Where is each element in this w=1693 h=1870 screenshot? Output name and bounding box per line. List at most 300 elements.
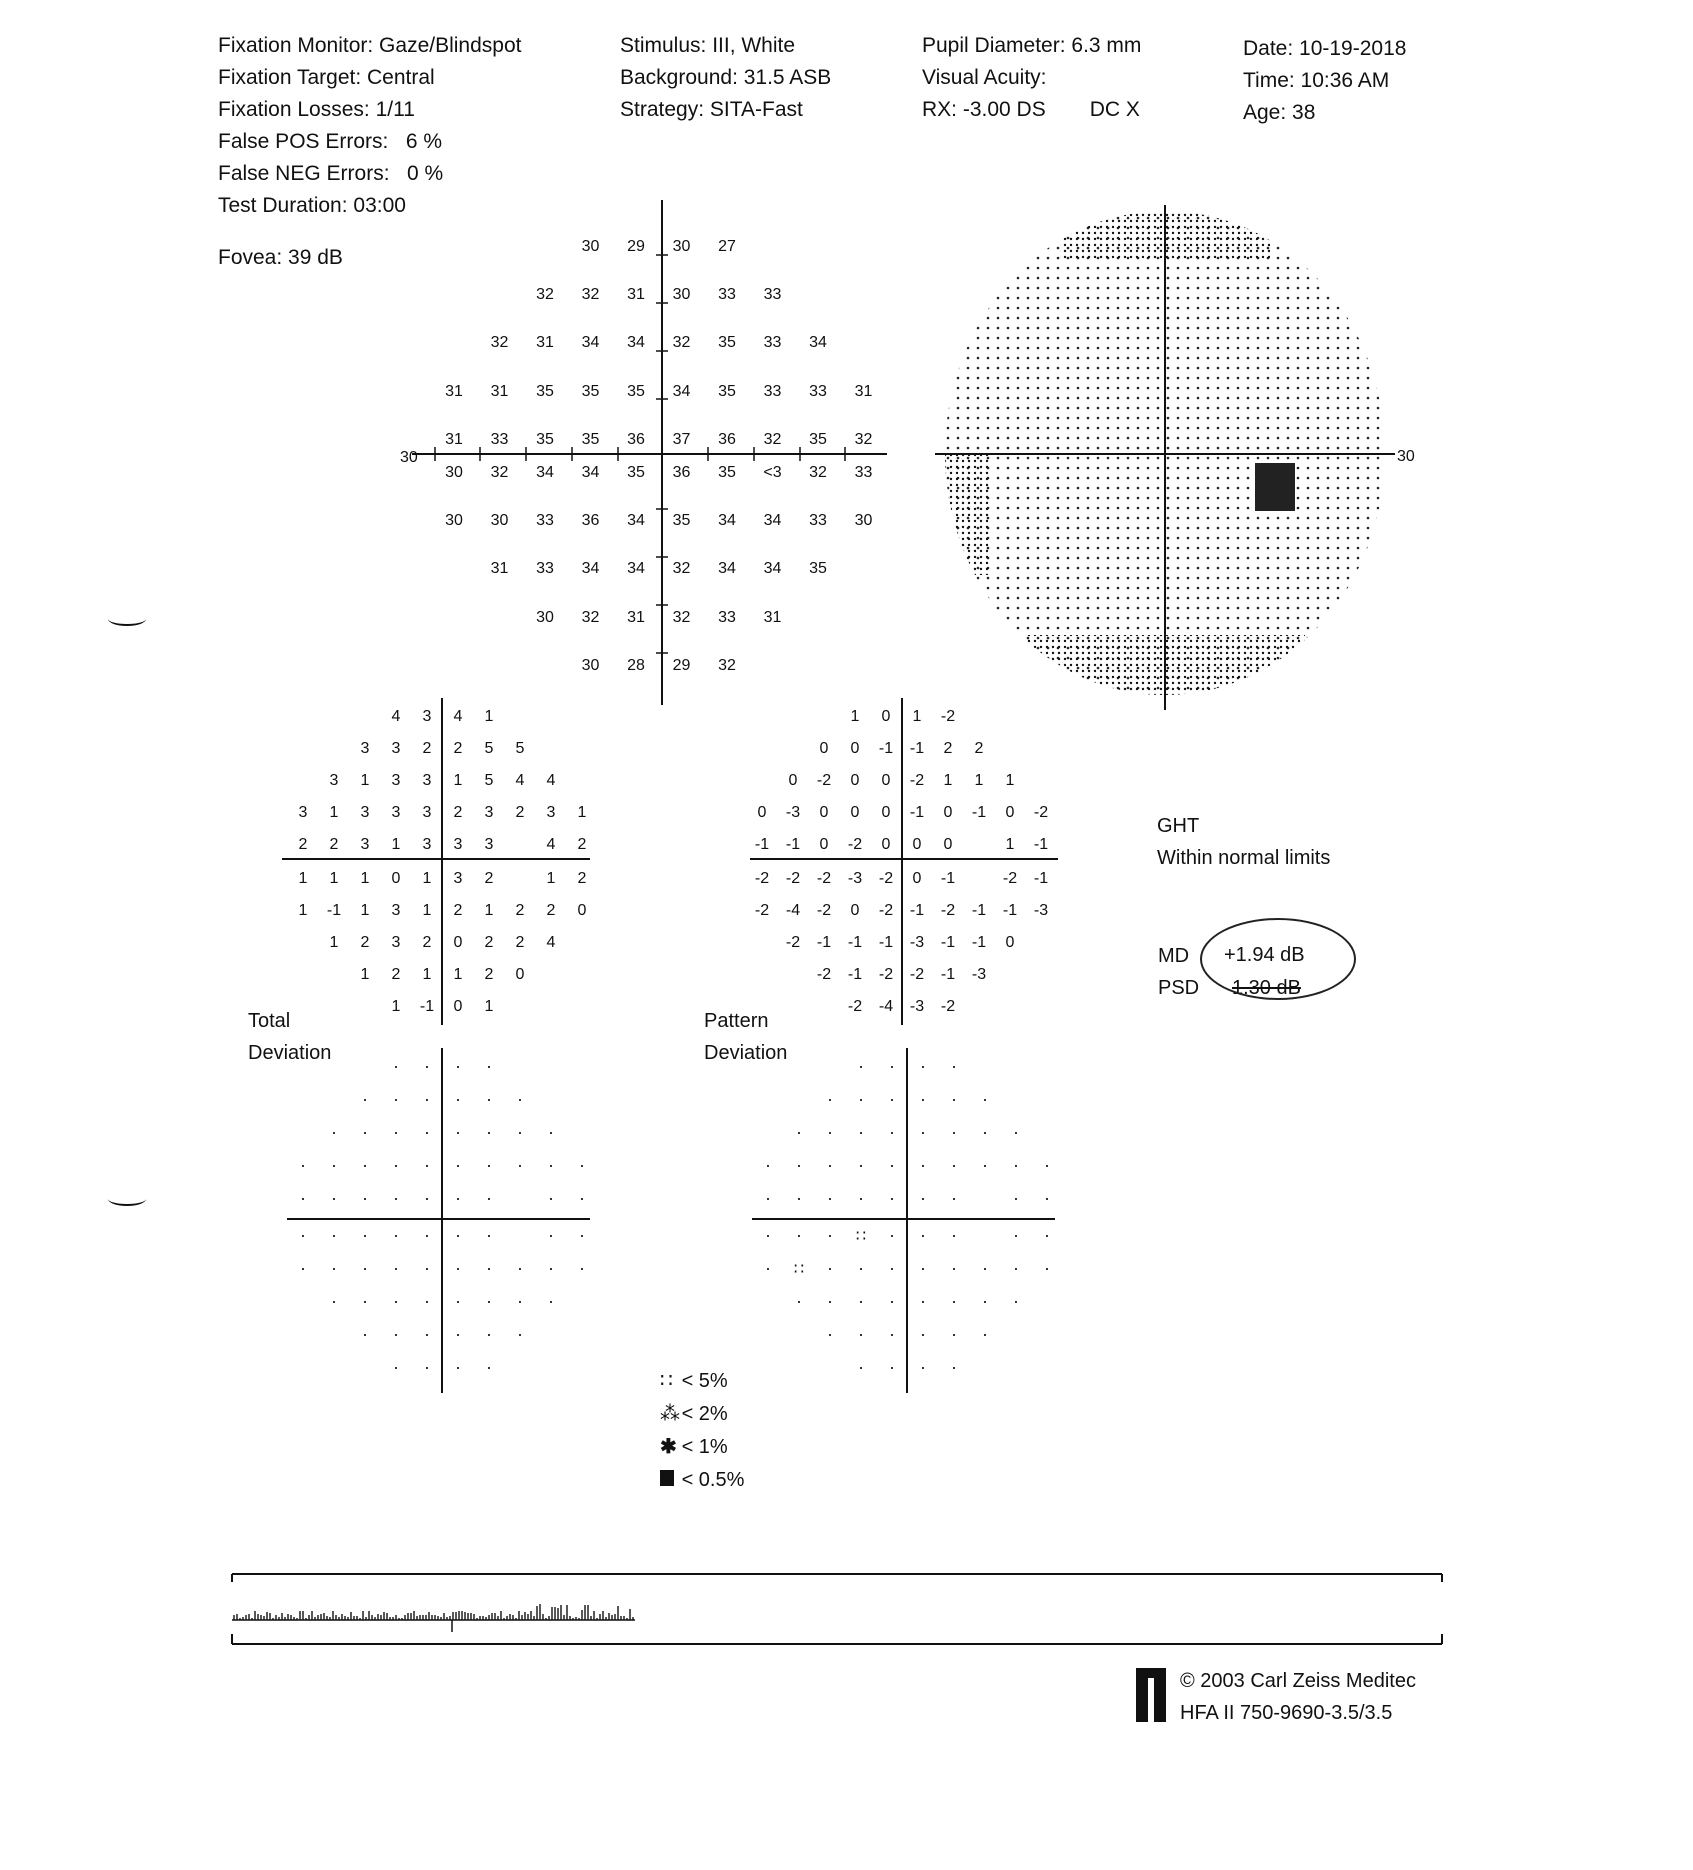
total-deviation-value: 1 [391,836,401,853]
sensitivity-value: 32 [809,464,827,481]
total-deviation-probability-symbol: · [455,1089,461,1109]
pattern-deviation-probability-symbol: · [1013,1122,1019,1142]
pattern-deviation-value: -1 [785,836,801,853]
pattern-deviation-value: -1 [940,934,956,951]
sensitivity-value: 34 [627,512,645,529]
sensitivity-value: 29 [672,657,691,674]
pattern-deviation-probability-symbol: · [858,1258,864,1278]
pattern-deviation-value: -1 [878,934,894,951]
pattern-deviation-value: 0 [943,804,953,821]
pattern-deviation-probability-symbol: · [796,1155,802,1175]
sensitivity-value: 34 [672,383,691,400]
total-deviation-probability-symbol: · [486,1056,492,1076]
rx-sphere: RX: -3.00 DS [922,98,1046,121]
total-deviation-probability-symbol: · [393,1258,399,1278]
total-deviation-probability-plot [285,1045,605,1395]
sensitivity-value: 32 [854,431,873,448]
pattern-deviation-probability-symbol: · [920,1089,926,1109]
sensitivity-value: 34 [809,334,827,351]
ght-result: Within normal limits [1157,847,1331,869]
pattern-deviation-probability-symbol: · [796,1225,802,1245]
pattern-deviation-probability-symbol: · [889,1357,895,1377]
pattern-deviation-probability-symbol: · [982,1155,988,1175]
pattern-deviation-probability-symbol: · [1013,1258,1019,1278]
total-deviation-value: 2 [298,836,308,853]
total-deviation-probability-symbol: · [517,1089,523,1109]
sensitivity-value: 32 [718,657,736,674]
pattern-deviation-value: -3 [909,998,925,1015]
total-deviation-value: 2 [515,902,525,919]
pattern-deviation-value: 0 [881,708,891,725]
pattern-deviation-value: -2 [816,966,832,983]
pattern-deviation-probability-symbol: · [951,1155,957,1175]
total-deviation-probability-symbol: · [424,1122,430,1142]
pattern-deviation-probability-symbol: · [951,1188,957,1208]
total-deviation-value: 2 [515,934,525,951]
sensitivity-value: 34 [581,560,600,577]
pattern-deviation-probability-symbol: · [827,1225,833,1245]
total-deviation-probability-symbol: · [486,1155,492,1175]
total-deviation-probability-symbol: · [579,1258,585,1278]
total-deviation-probability-symbol: · [424,1324,430,1344]
total-deviation-probability-symbol: · [362,1155,368,1175]
total-deviation-probability-symbol: · [455,1225,461,1245]
sensitivity-value: 31 [490,560,509,577]
sensitivity-value: 30 [672,286,691,303]
total-deviation-value: 2 [484,966,494,983]
pattern-deviation-value: -1 [909,740,925,757]
pattern-deviation-probability-symbol: · [889,1324,895,1344]
pattern-deviation-label-2: Deviation [704,1042,788,1064]
scan-mark-1 [108,612,146,626]
total-deviation-value: 1 [391,998,401,1015]
sensitivity-value: 34 [627,334,645,351]
sensitivity-value: 28 [627,657,645,674]
pattern-deviation-value: 0 [912,870,922,887]
dense-icon: ✱ [660,1436,677,1458]
pattern-deviation-value: 2 [943,740,953,757]
pattern-deviation-probability-symbol: · [889,1089,895,1109]
pattern-deviation-value: -2 [847,836,863,853]
total-deviation-value: 0 [391,870,401,887]
total-deviation-probability-symbol: · [362,1225,368,1245]
sensitivity-value: 31 [445,431,463,448]
square-icon [660,1470,674,1486]
pattern-deviation-value: -2 [785,870,801,887]
pattern-deviation-value: -2 [754,902,770,919]
pattern-deviation-value: -1 [1033,870,1049,887]
fovea: Fovea: 39 dB [218,246,343,269]
pattern-deviation-probability-symbol: · [1013,1225,1019,1245]
greyscale-plot [925,195,1415,715]
total-deviation-probability-symbol: · [300,1155,306,1175]
sensitivity-value: 35 [718,464,736,481]
sensitivity-value: 35 [536,431,554,448]
pattern-deviation-value: -2 [847,998,863,1015]
total-deviation-value: 1 [484,708,494,725]
sensitivity-value: 35 [627,464,645,481]
total-deviation-value: 0 [577,902,587,919]
pattern-deviation-probability-symbol: · [889,1056,895,1076]
footer-model: HFA II 750-9690-3.5/3.5 [1180,1702,1393,1724]
total-deviation-probability-symbol: · [517,1155,523,1175]
total-deviation-value: 1 [422,966,432,983]
total-deviation-probability-symbol: · [486,1225,492,1245]
pupil-block [922,30,1141,126]
pattern-deviation-probability-symbol: · [982,1324,988,1344]
total-deviation-value: 4 [515,772,525,789]
total-deviation-value: 2 [422,934,432,951]
sensitivity-value: 30 [581,657,600,674]
pattern-deviation-value: 0 [757,804,767,821]
pupil-diameter: Pupil Diameter: 6.3 mm [922,34,1142,57]
total-deviation-value: 3 [329,772,339,789]
sensitivity-value: 34 [763,512,782,529]
sensitivity-value: 35 [718,383,736,400]
total-deviation-probability-symbol: · [362,1188,368,1208]
sensitivity-value: 30 [445,464,463,481]
pattern-deviation-value: 0 [788,772,798,789]
pattern-deviation-label-1: Pattern [704,1010,769,1032]
sensitivity-value: 35 [718,334,736,351]
pattern-deviation-probability-symbol: · [858,1357,864,1377]
sensitivity-value: 32 [536,286,554,303]
total-deviation-probability-symbol: · [424,1225,430,1245]
pattern-deviation-probability-symbol: · [1013,1188,1019,1208]
total-deviation-value: 4 [546,772,556,789]
total-deviation-probability-symbol: · [579,1225,585,1245]
total-deviation-value: 3 [391,934,401,951]
total-deviation-value: 2 [453,902,463,919]
total-deviation-value: 1 [298,902,308,919]
pattern-deviation-value: -1 [940,870,956,887]
sensitivity-value: 32 [490,464,509,481]
total-deviation-value: 3 [360,740,370,757]
pattern-deviation-probability-symbol: · [951,1291,957,1311]
sensitivity-value: 31 [445,383,463,400]
sensitivity-value: 34 [627,560,645,577]
blind-spot [1255,463,1295,511]
total-deviation-value: 3 [298,804,308,821]
pattern-deviation-value: -3 [785,804,801,821]
total-deviation-value: 1 [453,966,463,983]
total-deviation-value: 4 [391,708,401,725]
sensitivity-value: 33 [763,383,782,400]
pattern-deviation-probability-symbol: · [951,1357,957,1377]
total-deviation-value: 3 [453,836,463,853]
pattern-deviation-value: 0 [819,740,829,757]
pattern-deviation-value: -2 [816,902,832,919]
pattern-deviation-probability-symbol: · [920,1357,926,1377]
total-deviation-value: 1 [577,804,587,821]
pattern-deviation-value: -3 [847,870,863,887]
total-deviation-probability-symbol: · [548,1188,554,1208]
pattern-deviation-value: -2 [940,708,956,725]
sensitivity-value: 33 [763,286,782,303]
pattern-deviation-value: -2 [909,966,925,983]
pattern-deviation-value: -1 [940,966,956,983]
sensitivity-value: 29 [627,238,645,255]
gaze-tracking-strip [230,1570,1450,1650]
total-deviation-probability-symbol: · [486,1188,492,1208]
pattern-deviation-probability-symbol: · [858,1188,864,1208]
total-deviation-value: 1 [329,804,339,821]
total-deviation-value: 2 [484,934,494,951]
total-deviation-probability-symbol: · [486,1258,492,1278]
total-deviation-probability-symbol: · [331,1291,337,1311]
sensitivity-axis-label: 30 [400,449,418,466]
pattern-deviation-value: 0 [850,740,860,757]
total-deviation-value: 1 [422,902,432,919]
pattern-deviation-probability-symbol: · [858,1122,864,1142]
pattern-deviation-value: -3 [1033,902,1049,919]
pattern-deviation-probability-symbol: · [1013,1291,1019,1311]
psd-value: 1.30 dB [1232,977,1301,999]
pattern-deviation-probability-symbol: · [1013,1155,1019,1175]
sensitivity-value: 30 [445,512,463,529]
legend-p05: < 0.5% [660,1464,744,1497]
pattern-deviation-probability-symbol: · [920,1155,926,1175]
total-deviation-value: 3 [391,804,401,821]
sensitivity-value: 35 [809,560,827,577]
footer-copyright: © 2003 Carl Zeiss Meditec [1180,1670,1416,1692]
rx-dc: DC X [1089,98,1140,121]
pattern-deviation-probability-symbol: · [827,1291,833,1311]
total-deviation-value: -1 [326,902,342,919]
total-deviation-probability-symbol: · [548,1155,554,1175]
pattern-deviation-value: -1 [754,836,770,853]
pattern-deviation-value: 1 [1005,836,1015,853]
pattern-deviation-probability-symbol: · [951,1258,957,1278]
pattern-deviation-value: 1 [850,708,860,725]
legend-p5: ∷ < 5% [660,1365,744,1398]
sensitivity-value: 33 [490,431,509,448]
total-deviation-probability-symbol: · [548,1258,554,1278]
date-block [1243,33,1406,129]
pattern-deviation-value: -2 [816,772,832,789]
pattern-deviation-probability-symbol: · [858,1089,864,1109]
sensitivity-value: 32 [672,609,691,626]
total-deviation-value: 0 [453,934,463,951]
total-deviation-value: 4 [546,934,556,951]
sensitivity-value: 32 [672,334,691,351]
pattern-deviation-value: 0 [881,772,891,789]
sensitivity-value: 30 [672,238,691,255]
pattern-deviation-value: -1 [1002,902,1018,919]
pattern-deviation-probability-symbol: · [858,1291,864,1311]
total-deviation-probability-symbol: · [393,1155,399,1175]
pattern-deviation-probability-symbol: · [951,1225,957,1245]
pattern-deviation-value: -1 [1033,836,1049,853]
sensitivity-value: 30 [536,609,554,626]
pattern-deviation-value: -2 [785,934,801,951]
pattern-deviation-probability-symbol: · [827,1089,833,1109]
pattern-deviation-probability-symbol: · [765,1225,771,1245]
pattern-deviation-value: -1 [909,902,925,919]
pattern-deviation-probability-symbol: · [827,1324,833,1344]
total-deviation-probability-symbol: · [424,1258,430,1278]
sensitivity-value: 32 [672,560,691,577]
total-deviation-probability-symbol: · [548,1291,554,1311]
pattern-deviation-probability-symbol: · [796,1122,802,1142]
background: Background: 31.5 ASB [620,66,832,89]
total-deviation-probability-symbol: · [455,1357,461,1377]
pattern-deviation-probability-symbol: · [889,1188,895,1208]
total-deviation-value: 2 [391,966,401,983]
total-deviation-probability-symbol: · [455,1291,461,1311]
total-deviation-value: 1 [360,870,370,887]
sensitivity-value: 30 [490,512,509,529]
total-deviation-probability-symbol: · [331,1122,337,1142]
pattern-deviation-value: -2 [878,966,894,983]
total-deviation-probability-symbol: · [362,1258,368,1278]
age: Age: 38 [1243,101,1316,124]
pattern-deviation-value: -2 [940,902,956,919]
total-deviation-value: 2 [453,804,463,821]
pattern-deviation-probability-symbol: · [920,1122,926,1142]
stimulus: Stimulus: III, White [620,34,796,57]
total-deviation-value: 1 [422,870,432,887]
pattern-deviation-value: -1 [878,740,894,757]
stimulus-block [620,30,831,126]
total-deviation-value: 3 [422,708,432,725]
total-deviation-value: 2 [360,934,370,951]
total-deviation-probability-symbol: · [393,1291,399,1311]
pattern-deviation-probability-symbol: · [1044,1188,1050,1208]
md-value: +1.94 dB [1224,944,1305,966]
sensitivity-value: 34 [581,334,600,351]
sensitivity-value: 36 [672,464,691,481]
pattern-deviation-value: 0 [850,804,860,821]
pattern-deviation-probability-symbol: · [951,1089,957,1109]
total-deviation-probability-symbol: · [331,1225,337,1245]
pattern-deviation-probability-symbol: ∷ [793,1261,805,1278]
zeiss-logo [1136,1668,1166,1722]
sensitivity-value: 32 [490,334,509,351]
sensitivity-value: 36 [627,431,645,448]
total-deviation-probability-symbol: · [517,1122,523,1142]
pattern-deviation-probability-symbol: · [827,1188,833,1208]
total-deviation-value: 2 [577,836,587,853]
total-deviation-probability-symbol: · [300,1188,306,1208]
pattern-deviation-value: -2 [816,870,832,887]
pattern-deviation-probability-symbol: · [1044,1155,1050,1175]
pattern-deviation-value: 1 [912,708,922,725]
total-deviation-value: 1 [360,902,370,919]
pattern-deviation-probability-symbol: · [858,1324,864,1344]
total-deviation-value: 2 [515,804,525,821]
false-neg-errors: False NEG Errors: 0 % [218,162,444,185]
total-deviation-value: 2 [577,870,587,887]
total-deviation-probability-symbol: · [362,1291,368,1311]
pattern-deviation-probability-symbol: · [920,1324,926,1344]
total-deviation-label-2: Deviation [248,1042,332,1064]
total-deviation-probability-symbol: · [548,1122,554,1142]
total-deviation-probability-symbol: · [424,1056,430,1076]
sensitivity-value: 31 [854,383,873,400]
total-deviation-probability-symbol: · [424,1089,430,1109]
pattern-deviation-value: -3 [971,966,987,983]
fixation-monitor: Fixation Monitor: Gaze/Blindspot [218,34,522,57]
pattern-deviation-probability-symbol: · [1044,1225,1050,1245]
pattern-deviation-probability-symbol: · [889,1225,895,1245]
total-deviation-probability-symbol: · [393,1225,399,1245]
total-deviation-value: 1 [298,870,308,887]
total-deviation-label-1: Total [248,1010,291,1032]
total-deviation-probability-symbol: · [548,1225,554,1245]
total-deviation-value: 1 [329,934,339,951]
pattern-deviation-probability-symbol: · [858,1056,864,1076]
total-deviation-value: 3 [391,772,401,789]
total-deviation-probability-symbol: · [331,1188,337,1208]
total-deviation-probability-symbol: · [424,1291,430,1311]
pattern-deviation-value: 0 [943,836,953,853]
sensitivity-value: 32 [581,286,600,303]
total-deviation-probability-symbol: · [579,1188,585,1208]
total-deviation-value: 4 [546,836,556,853]
total-deviation-value: 3 [484,804,494,821]
dots-icon: ∷ [660,1370,673,1392]
total-deviation-probability-symbol: · [393,1056,399,1076]
total-deviation-probability-symbol: · [455,1258,461,1278]
total-deviation-value: 1 [360,772,370,789]
total-deviation-probability-symbol: · [300,1225,306,1245]
md-handwritten-circle [1200,918,1356,1000]
pattern-deviation-probability-plot [750,1045,1070,1395]
sensitivity-value: 31 [627,609,645,626]
pattern-deviation-probability-symbol: · [982,1291,988,1311]
pattern-deviation-value: -4 [785,902,801,919]
pattern-deviation-value: -1 [971,902,987,919]
total-deviation-value: 3 [546,804,556,821]
pattern-deviation-probability-symbol: · [765,1258,771,1278]
sensitivity-value: 33 [536,512,554,529]
pattern-deviation-probability-symbol: · [920,1258,926,1278]
pattern-deviation-probability-symbol: · [1044,1258,1050,1278]
sensitivity-value: 34 [536,464,554,481]
sensitivity-value: 37 [672,431,691,448]
pattern-deviation-probability-symbol: · [889,1155,895,1175]
greyscale-axis-label: 30 [1397,448,1415,465]
total-deviation-probability-symbol: · [331,1258,337,1278]
total-deviation-probability-symbol: · [393,1324,399,1344]
pattern-deviation-value: 0 [850,772,860,789]
total-deviation-probability-symbol: · [486,1122,492,1142]
total-deviation-value: 1 [546,870,556,887]
total-deviation-value: 1 [329,870,339,887]
total-deviation-value: 1 [453,772,463,789]
total-deviation-probability-symbol: · [362,1122,368,1142]
pattern-deviation-probability-symbol: · [920,1056,926,1076]
sensitivity-value: 36 [581,512,600,529]
false-pos-errors: False POS Errors: 6 % [218,130,443,153]
pattern-deviation-value: 0 [881,836,891,853]
pattern-deviation-value: 0 [819,804,829,821]
pattern-deviation-probability-symbol: · [982,1122,988,1142]
pattern-deviation-value: 0 [1005,804,1015,821]
sensitivity-value: 33 [854,464,873,481]
total-deviation-value: 3 [391,740,401,757]
visual-acuity: Visual Acuity: [922,66,1047,89]
pattern-deviation-probability-symbol: · [951,1122,957,1142]
pattern-deviation-value: -2 [878,870,894,887]
sensitivity-value: 30 [581,238,600,255]
total-deviation-value: 2 [546,902,556,919]
total-deviation-probability-symbol: · [455,1324,461,1344]
total-deviation-value: 1 [360,966,370,983]
pattern-deviation-value: 0 [850,902,860,919]
pattern-deviation-value: -1 [847,966,863,983]
